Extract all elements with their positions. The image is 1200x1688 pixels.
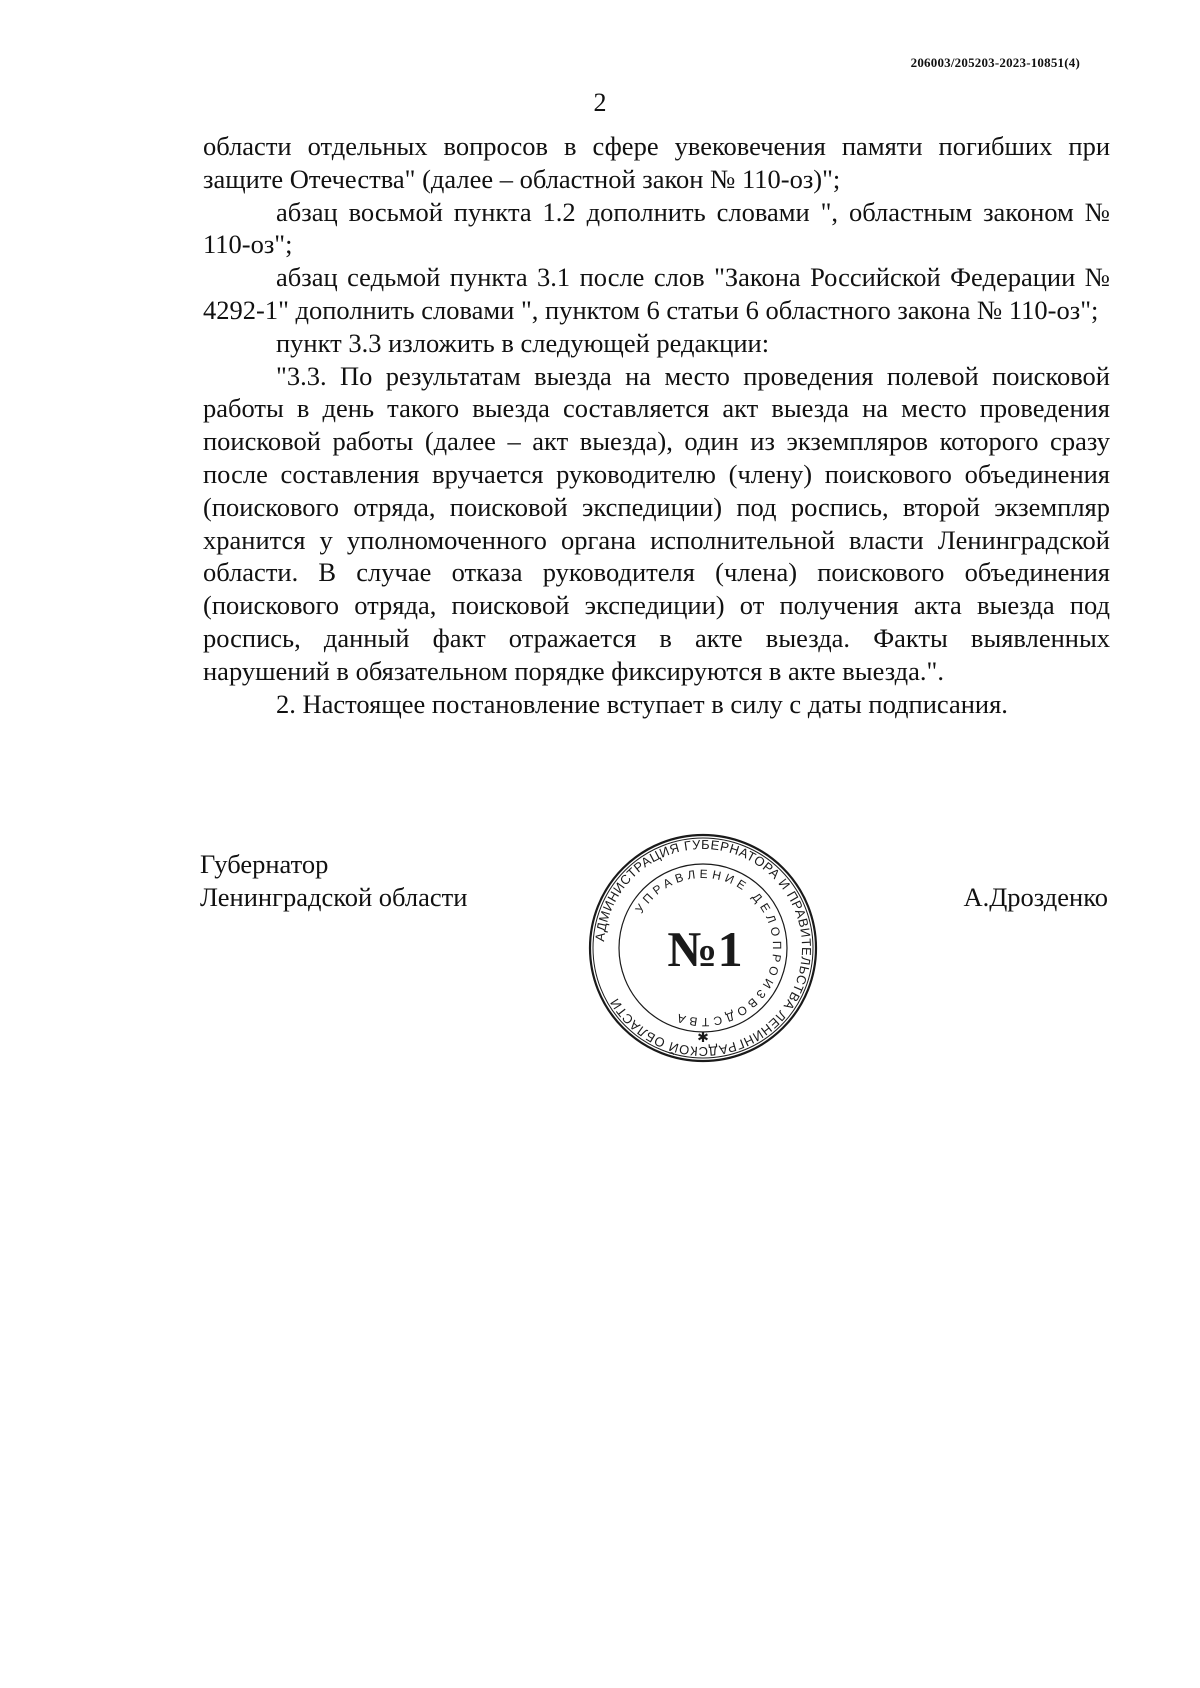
seal-outer-text: АДМИНИСТРАЦИЯ ГУБЕРНАТОРА И ПРАВИТЕЛЬСТВА ЛЕНИНГРАДСКОЙ ОБЛАСТИ <box>592 836 815 1059</box>
document-registration-number: 206003/205203-2023-10851(4) <box>910 55 1080 70</box>
paragraph-amendment-3-3-intro: пункт 3.3 изложить в следующей редакции: <box>276 327 770 358</box>
seal-number: №1 <box>667 921 743 977</box>
page-number: 2 <box>593 88 607 117</box>
signatory-name: А.Дрозденко <box>963 882 1108 912</box>
signatory-title <box>200 848 467 914</box>
official-seal-stamp <box>587 832 819 1064</box>
seal-inner-text: УПРАВЛЕНИЕ ДЕЛОПРОИЗВОДСТВА <box>632 866 785 1030</box>
paragraph-effective-date: 2. Настоящее постановление вступает в силу с даты подписания. <box>276 688 1008 719</box>
signatory-title-line-2: Ленинградской области <box>200 882 468 912</box>
seal-star-icon: ✱ <box>697 1030 709 1046</box>
signatory-title-line-1: Губернатор <box>200 849 329 879</box>
seal-graphic <box>587 832 819 1064</box>
paragraph-amendment-1-2: абзац восьмой пункта 1.2 дополнить словами ", областным законом № 110-оз"; <box>203 196 1110 260</box>
paragraph-continuation: области отдельных вопросов в сфере увековечения памяти погибших при защите Отечества" (далее – областной закон № 110-оз)"; <box>203 131 1110 194</box>
paragraph-amendment-3-3-text: "3.3. По результатам выезда на место проведения полевой поисковой работы в день такого выезда составляется акт выезда на место проведения поисковой работы (далее – акт выезда), один из экземпляров которого сразу после составления вручается руководителю (члену) поискового объединения (поискового отряда, поисковой экспедиции) под роспись, второй экземпляр хранится у уполномоченного органа исполнительной власти Ленинградской области. В случае отказа руководителя (члена) поискового объединения (поискового отряда, поисковой экспедиции) от получения акта выезда под роспись, данный факт отражается в акте выезда. Факты выявленных нарушений в обязательном порядке фиксируются в акте выезда.". <box>203 360 1110 686</box>
document-body <box>203 130 1110 720</box>
paragraph-amendment-3-1: абзац седьмой пункта 3.1 после слов "Закона Российской Федерации № 4292-1" дополнить словами ", пунктом 6 статьи 6 областного закона № 110-оз"; <box>203 262 1110 325</box>
